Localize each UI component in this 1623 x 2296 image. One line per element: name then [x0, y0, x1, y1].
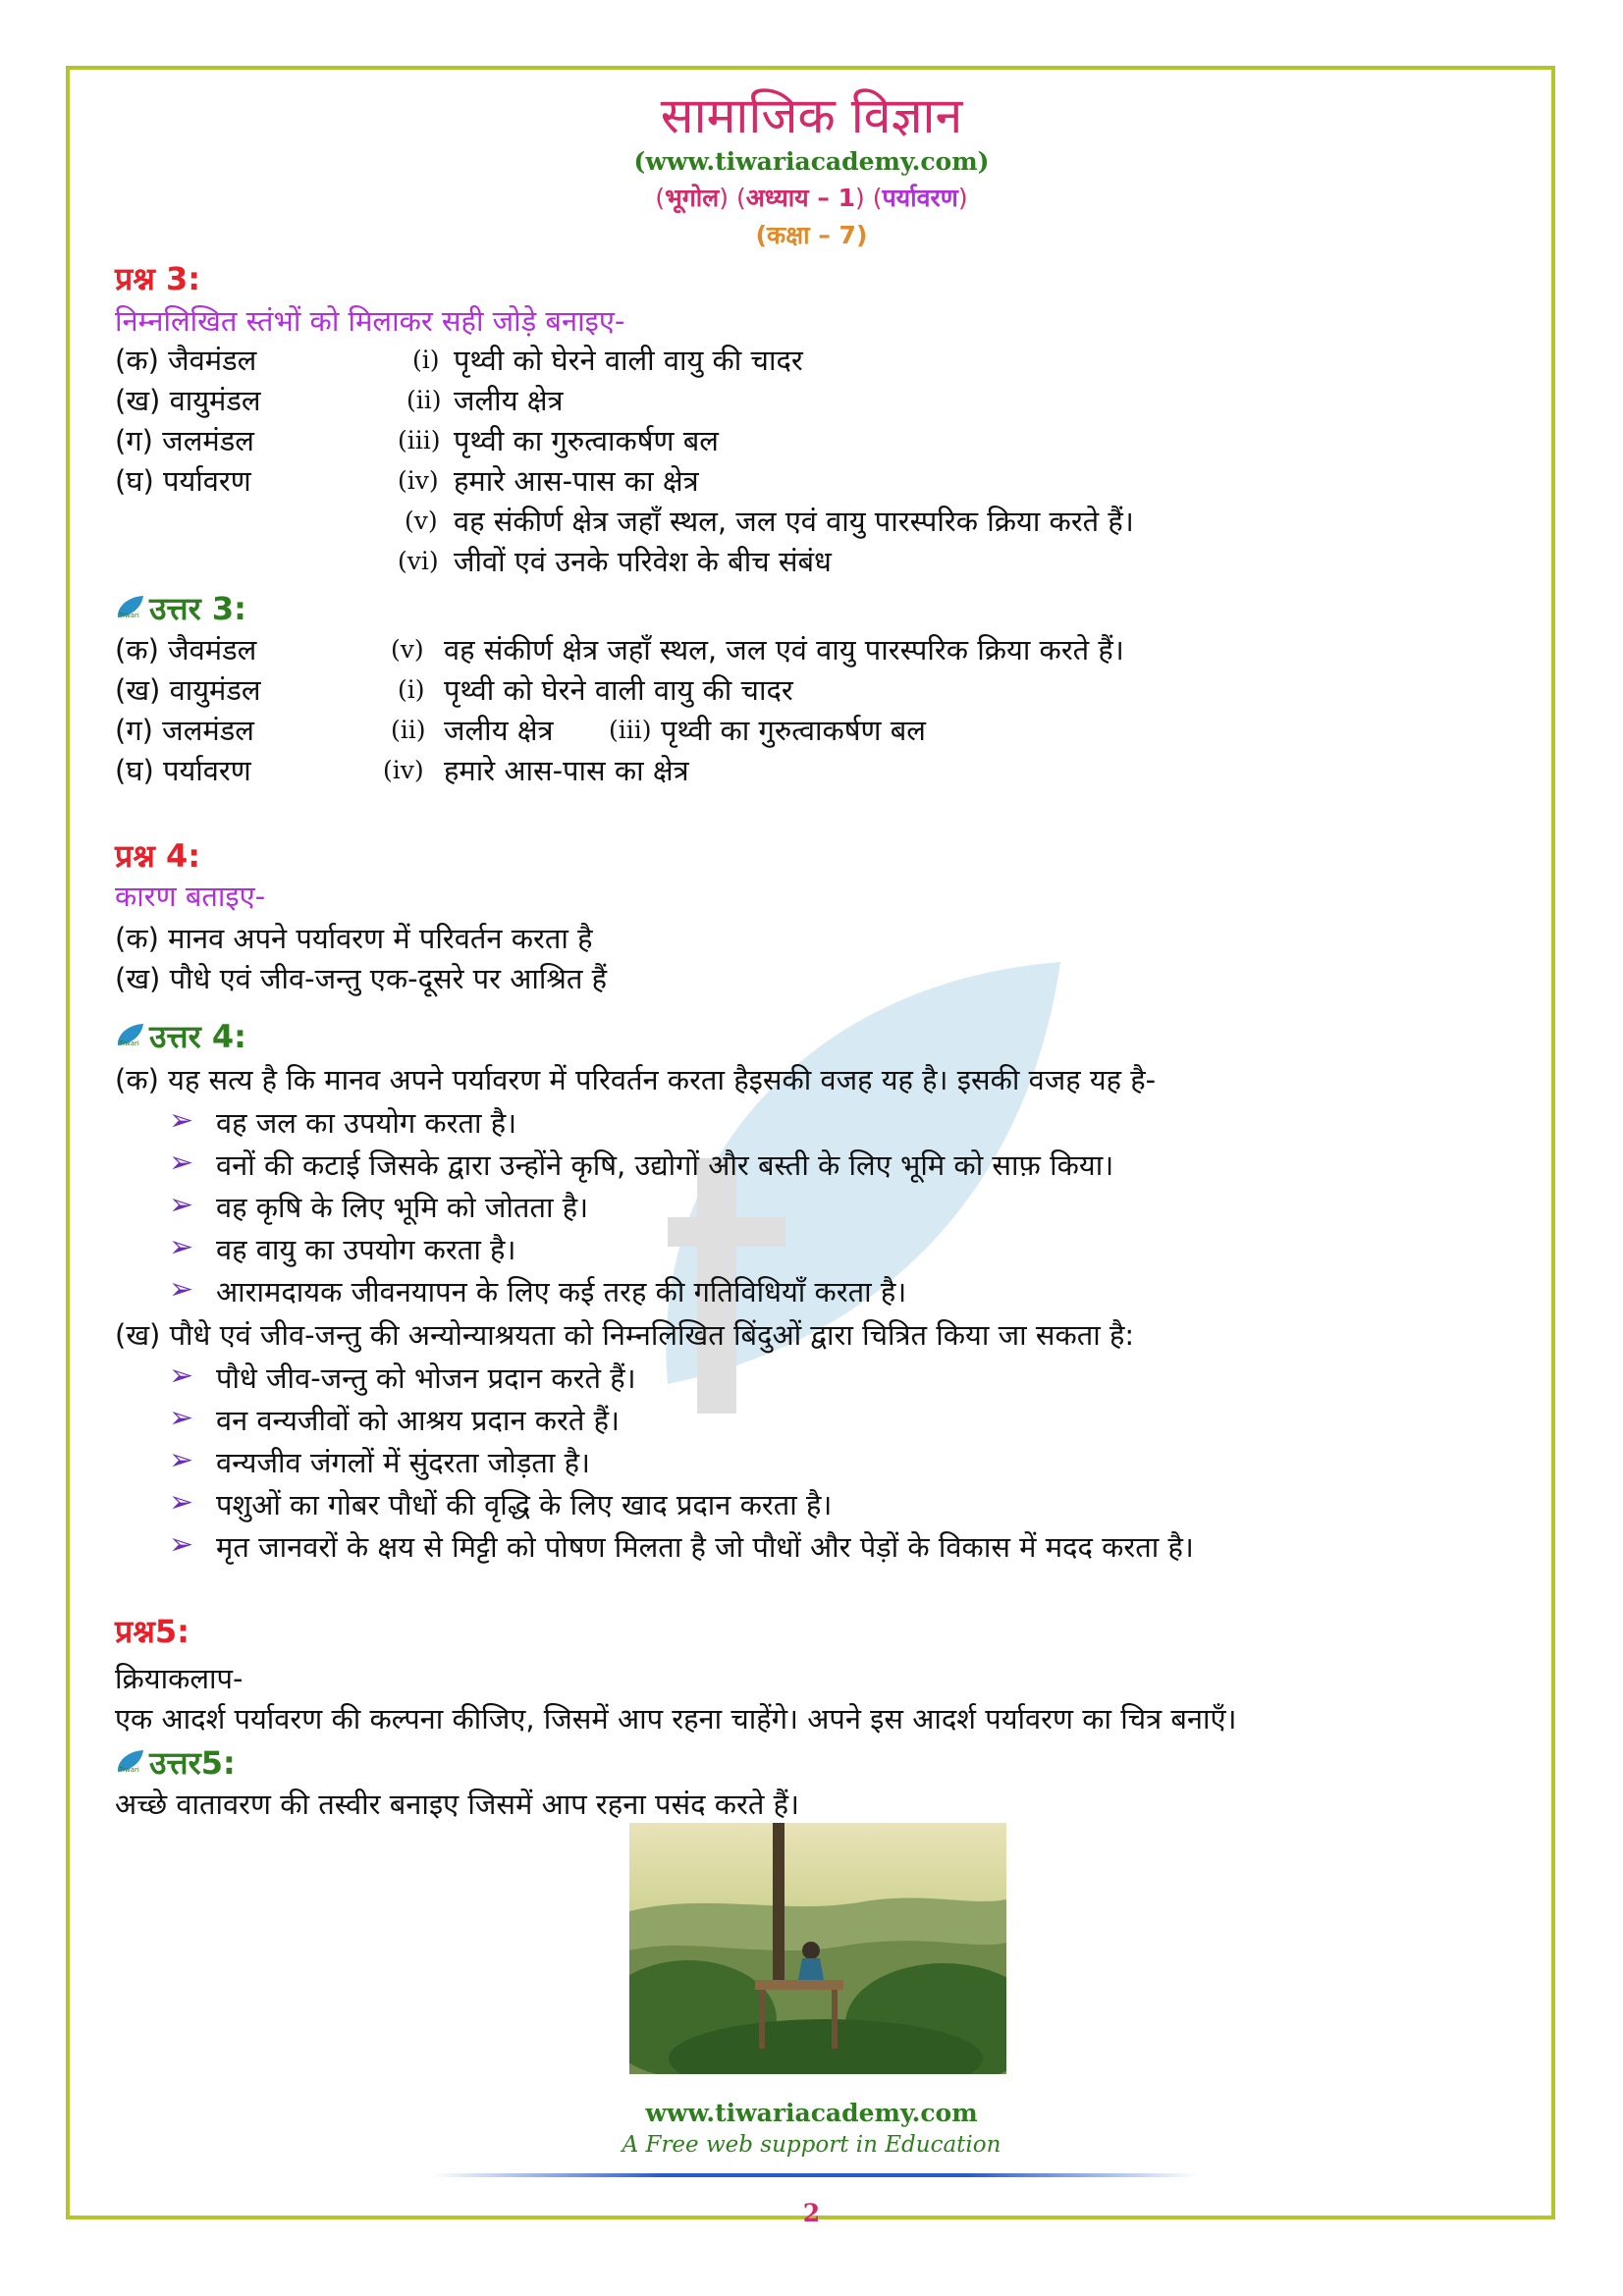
- bullet-arrow-icon: ➢: [169, 1359, 194, 1393]
- footer-website-link[interactable]: www.tiwariacademy.com: [645, 2099, 978, 2127]
- a4-intro-a: (क) यह सत्य है कि मानव अपने पर्यावरण में परिवर्तन करता हैइसकी वजह यह है। इसकी वजह यह है-: [115, 1063, 1157, 1096]
- q3-right-num: (iii): [398, 426, 441, 454]
- paren: (: [655, 184, 666, 212]
- bullet-arrow-icon: ➢: [169, 1103, 194, 1138]
- bullet-arrow-icon: ➢: [169, 1443, 194, 1477]
- answer-4-heading: उत्तर 4:: [149, 1018, 246, 1055]
- a3-num: (ii): [391, 716, 426, 744]
- subject-label: भूगोल: [665, 184, 720, 212]
- chapter-label: अध्याय – 1: [745, 184, 855, 212]
- a5-text: अच्छे वातावरण की तस्वीर बनाइए जिसमें आप रहना पसंद करते हैं।: [115, 1788, 799, 1821]
- q3-right-num: (ii): [406, 386, 442, 414]
- a3-text: पृथ्वी का गुरुत्वाकर्षण बल: [661, 714, 926, 747]
- page-number: 2: [802, 2199, 821, 2227]
- chapter-info: [0, 181, 1623, 214]
- a4-bullet-a: वनों की कटाई जिसके द्वारा उन्होंने कृषि, उद्योगों और बस्ती के लिए भूमि को साफ़ किया।: [216, 1148, 1114, 1182]
- q3-right-item: जलीय क्षेत्र: [454, 384, 564, 417]
- question-4-heading: प्रश्न 4:: [115, 837, 201, 875]
- a3-num: (i): [398, 675, 425, 704]
- q3-right-item: वह संकीर्ण क्षेत्र जहाँ स्थल, जल एवं वायु पारस्परिक क्रिया करते हैं।: [454, 505, 1134, 538]
- tiwari-logo-icon: [115, 594, 144, 619]
- q3-left-item: (क) जैवमंडल: [115, 344, 257, 377]
- a3-text: वह संकीर्ण क्षेत्र जहाँ स्थल, जल एवं वायु पारस्परिक क्रिया करते हैं।: [444, 633, 1124, 667]
- answer-5-heading: उत्तर5:: [149, 1744, 236, 1782]
- tiwari-logo-icon: [115, 1022, 144, 1047]
- a4-bullet-b: मृत जानवरों के क्षय से मिट्टी को पोषण मिलता है जो पौधों और पेड़ों के विकास में मदद करता है।: [216, 1530, 1194, 1564]
- q3-right-num: (i): [412, 346, 440, 374]
- class-label: (कक्षा – 7): [755, 221, 868, 249]
- footer-divider: [432, 2173, 1198, 2177]
- question-5-heading: प्रश्न5:: [115, 1613, 189, 1650]
- a3-num: (v): [391, 635, 424, 664]
- q3-right-item: जीवों एवं उनके परिवेश के बीच संबंध: [454, 545, 832, 578]
- website-link[interactable]: (www.tiwariacademy.com): [633, 147, 990, 176]
- svg-text:Tiwari: Tiwari: [119, 612, 139, 619]
- bullet-arrow-icon: ➢: [169, 1485, 194, 1520]
- q3-left-item: (ख) वायुमंडल: [115, 384, 261, 417]
- paren: ): [957, 184, 968, 212]
- q5-text: एक आदर्श पर्यावरण की कल्पना कीजिए, जिसमें आप रहना चाहेंगे। अपने इस आदर्श पर्यावरण का चित्र बनाएँ।: [115, 1702, 1237, 1735]
- a4-bullet-b: पशुओं का गोबर पौधों की वृद्धि के लिए खाद प्रदान करता है।: [216, 1488, 833, 1522]
- q3-right-num: (vi): [398, 547, 439, 575]
- a3-left-item: (क) जैवमंडल: [115, 633, 257, 667]
- q5-label: क्रियाकलाप-: [115, 1662, 243, 1695]
- a4-bullet-a: वह कृषि के लिए भूमि को जोतता है।: [216, 1191, 589, 1224]
- question-3-heading: प्रश्न 3:: [115, 260, 201, 297]
- q4-line: (क) मानव अपने पर्यावरण में परिवर्तन करता है: [115, 922, 593, 955]
- a4-bullet-b: पौधे जीव-जन्तु को भोजन प्रदान करते हैं।: [216, 1362, 636, 1395]
- a4-bullet-a: आरामदायक जीवनयापन के लिए कई तरह की गतिविधियाँ करता है।: [216, 1275, 907, 1308]
- a3-text: पृथ्वी को घेरने वाली वायु की चादर: [444, 673, 793, 707]
- bullet-arrow-icon: ➢: [169, 1527, 194, 1562]
- bullet-arrow-icon: ➢: [169, 1272, 194, 1307]
- class-text: कक्षा – 7: [767, 221, 856, 249]
- footer-tagline: A Free web support in Education: [622, 2132, 1001, 2158]
- paren: (: [735, 184, 746, 212]
- q3-right-item: पृथ्वी का गुरुत्वाकर्षण बल: [454, 424, 719, 457]
- a3-text: हमारे आस-पास का क्षेत्र: [444, 754, 689, 787]
- bullet-arrow-icon: ➢: [169, 1188, 194, 1222]
- paren: ): [854, 184, 865, 212]
- a4-bullet-b: वन्यजीव जंगलों में सुंदरता जोड़ता है।: [216, 1446, 590, 1479]
- q4-line: (ख) पौधे एवं जीव-जन्तु एक-दूसरे पर आश्रित हैं: [115, 962, 608, 995]
- answer-3-heading: उत्तर 3:: [149, 590, 246, 627]
- svg-text:Tiwari: Tiwari: [119, 1766, 139, 1774]
- tiwari-logo-icon: [115, 1748, 144, 1774]
- a3-left-item: (ख) वायुमंडल: [115, 673, 261, 707]
- svg-text:Tiwari: Tiwari: [119, 1040, 139, 1047]
- q3-left-item: (घ) पर्यावरण: [115, 464, 251, 498]
- bullet-arrow-icon: ➢: [169, 1146, 194, 1180]
- a4-bullet-a: वह जल का उपयोग करता है।: [216, 1106, 517, 1140]
- bullet-arrow-icon: ➢: [169, 1401, 194, 1435]
- question-4-instruction: कारण बताइए-: [115, 880, 266, 913]
- a3-num: (iii): [609, 716, 652, 744]
- q3-right-num: (v): [405, 507, 438, 535]
- question-3-instruction: निम्नलिखित स्तंभों को मिलाकर सही जोड़े बनाइए-: [115, 304, 625, 338]
- paren: ): [719, 184, 729, 212]
- paren: (: [872, 184, 883, 212]
- a4-bullet-a: वह वायु का उपयोग करता है।: [216, 1233, 516, 1266]
- a4-bullet-b: वन वन्यजीवों को आश्रय प्रदान करते हैं।: [216, 1404, 621, 1437]
- a3-left-item: (घ) पर्यावरण: [115, 754, 251, 787]
- page-title: सामाजिक विज्ञान: [660, 87, 963, 144]
- a3-left-item: (ग) जलमंडल: [115, 714, 254, 747]
- q3-right-item: पृथ्वी को घेरने वाली वायु की चादर: [454, 344, 803, 377]
- a3-text: जलीय क्षेत्र: [444, 714, 554, 747]
- q3-right-item: हमारे आस-पास का क्षेत्र: [454, 464, 699, 498]
- a3-num: (iv): [383, 756, 424, 784]
- nature-landscape-image: [629, 1823, 1006, 2074]
- q3-right-num: (iv): [398, 466, 439, 495]
- q3-left-item: (ग) जलमंडल: [115, 424, 254, 457]
- topic-label: पर्यावरण: [882, 184, 958, 212]
- a4-intro-b: (ख) पौधे एवं जीव-जन्तु की अन्योन्याश्रयता को निम्नलिखित बिंदुओं द्वारा चित्रित किया जा सकता है:: [115, 1318, 1135, 1352]
- bullet-arrow-icon: ➢: [169, 1230, 194, 1264]
